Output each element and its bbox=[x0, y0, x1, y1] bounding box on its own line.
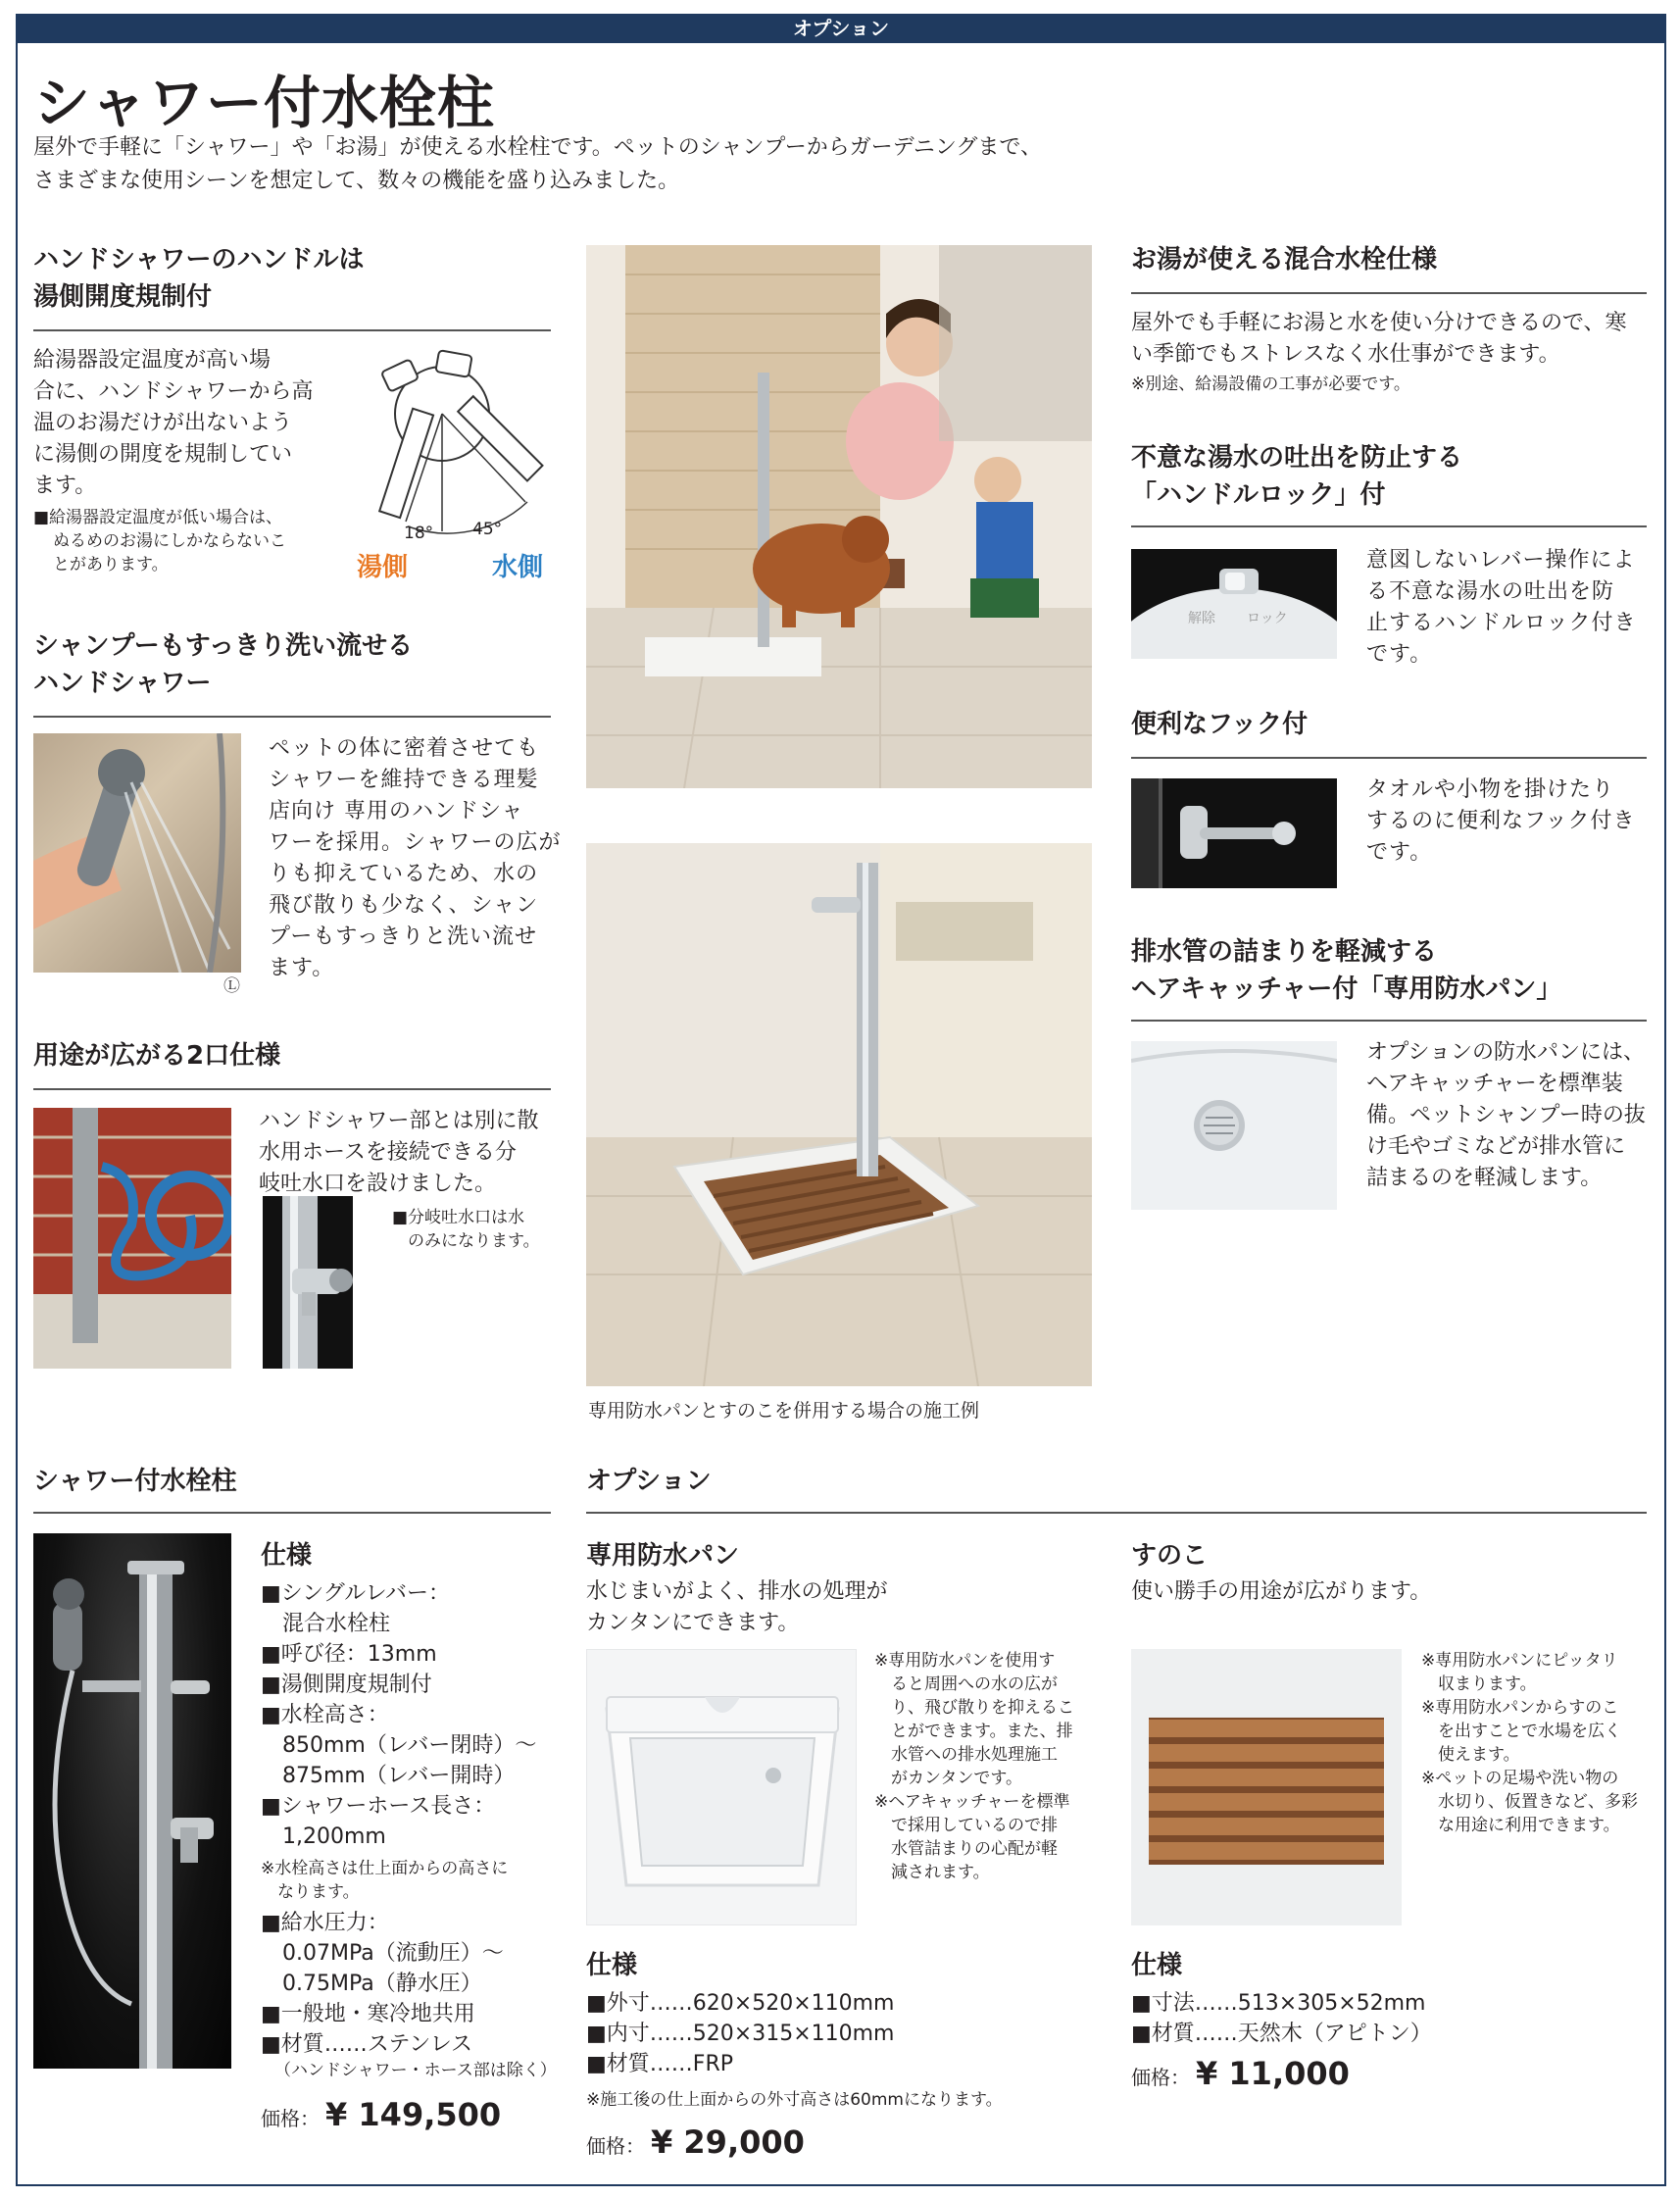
divider bbox=[1131, 1020, 1647, 1022]
dual-heading: 用途が広がる2口仕様 bbox=[33, 1041, 281, 1071]
body-line: ワーを採用。シャワーの広が bbox=[269, 830, 562, 855]
body-line: に湯側の開度を規制してい bbox=[33, 442, 293, 467]
heading-line: 排水管の詰まりを軽減する bbox=[1131, 937, 1438, 967]
body-line: る不意な湯水の吐出を防 bbox=[1366, 579, 1615, 604]
note-line: 水切り、仮置きなど、多彩 bbox=[1421, 1792, 1638, 1812]
dual-outlet-photo bbox=[33, 1108, 231, 1369]
pet-washing-scene-photo bbox=[586, 245, 1092, 788]
body-line: シャワーを維持できる理髪 bbox=[269, 768, 539, 792]
lock-heading bbox=[1131, 439, 1462, 514]
note-line: ■分岐吐水口は水 bbox=[392, 1208, 525, 1227]
handle-angle-diagram bbox=[357, 345, 555, 590]
handle-lock-photo bbox=[1131, 549, 1337, 659]
waterproof-pan-photo bbox=[586, 1649, 857, 1925]
body-line: オプションの防水パンには、 bbox=[1366, 1040, 1646, 1065]
mixing-heading: お湯が使える混合水栓仕様 bbox=[1131, 245, 1438, 275]
hook-photo bbox=[1131, 778, 1337, 888]
drain-heading bbox=[1131, 933, 1561, 1008]
divider bbox=[1131, 525, 1647, 527]
handle-note bbox=[33, 506, 286, 576]
sunoko-price bbox=[1131, 2055, 1350, 2092]
spec-line: ■呼び径：13mm bbox=[261, 1642, 437, 1667]
heading-line: シャンプーもすっきり洗い流せる bbox=[33, 631, 414, 661]
body-line: です。 bbox=[1366, 642, 1433, 667]
note-line: ※ペットの足場や洗い物の bbox=[1421, 1769, 1619, 1788]
body-line: 止するハンドルロック付き bbox=[1366, 611, 1637, 635]
spec-line: ■材質……天然木（アピトン） bbox=[1131, 2022, 1432, 2046]
cold-side-label: 水側 bbox=[492, 553, 544, 582]
pan-name: 専用防水パン bbox=[586, 1541, 740, 1571]
body-line: 備。ペットシャンプー時の抜 bbox=[1366, 1103, 1646, 1127]
mixing-note: ※別途、給湯設備の工事が必要です。 bbox=[1131, 375, 1410, 394]
divider bbox=[33, 716, 551, 718]
lock-body bbox=[1366, 545, 1637, 671]
note-line: がカンタンです。 bbox=[874, 1769, 1022, 1788]
spec-line: 850mm（レバー閉時）〜 bbox=[261, 1733, 537, 1758]
page-title: シャワー付水栓柱 bbox=[33, 70, 495, 136]
pan-spec-note: ※施工後の仕上面からの外寸高さは60mmになります。 bbox=[586, 2090, 1003, 2110]
mixing-body bbox=[1131, 308, 1627, 371]
body-line: プーもすっきりと洗い流せ bbox=[269, 924, 538, 949]
heading-line: ヘアキャッチャー付「専用防水パン」 bbox=[1131, 974, 1562, 1004]
body-line: 岐吐水口を設けました。 bbox=[259, 1172, 497, 1196]
product-specs bbox=[261, 1578, 536, 1852]
spec-line: ■シャワーホース長さ： bbox=[261, 1794, 496, 1819]
angle-hot-label: 18° bbox=[404, 524, 434, 543]
divider bbox=[33, 1088, 551, 1090]
note-line: で採用しているので排 bbox=[874, 1816, 1058, 1835]
spec-line: 混合水栓柱 bbox=[261, 1612, 391, 1636]
spec-line: ■給水圧力： bbox=[261, 1911, 389, 1935]
spec-line: ■一般地・寒冷地共用 bbox=[261, 2002, 475, 2026]
shampoo-heading bbox=[33, 627, 413, 702]
angle-cold-label: 45° bbox=[472, 520, 503, 539]
handle-body bbox=[33, 345, 314, 502]
body-line: 詰まるのを軽減します。 bbox=[1366, 1166, 1603, 1190]
heading-line: 湯側開度規制付 bbox=[33, 282, 213, 312]
heading-line: ハンドシャワーのハンドルは bbox=[33, 245, 365, 275]
sunoko-specs bbox=[1131, 1988, 1432, 2049]
divider bbox=[33, 1512, 551, 1514]
product-spec-note bbox=[261, 1857, 508, 1904]
note-line: な用途に利用できます。 bbox=[1421, 1816, 1620, 1835]
spec-line: ■材質……FRP bbox=[586, 2052, 733, 2076]
intro-line: 屋外で手軽に「シャワー」や「お湯」が使える水栓柱です。ペットのシャンプーからガーデニングまで、 bbox=[33, 135, 1042, 160]
note-line: り、飛び散りを抑えるこ bbox=[874, 1698, 1074, 1718]
body-line: ます。 bbox=[33, 474, 97, 498]
divider bbox=[33, 329, 551, 331]
hook-heading: 便利なフック付 bbox=[1131, 710, 1309, 739]
note-line: ると周囲への水の広が bbox=[874, 1674, 1058, 1694]
lock-release-label: 解除 bbox=[1188, 611, 1215, 626]
sunoko-desc: 使い勝手の用途が広がります。 bbox=[1131, 1579, 1432, 1604]
spec-line: ■湯側開度規制付 bbox=[261, 1673, 432, 1697]
note-line: 水管詰まりの心配が軽 bbox=[874, 1839, 1058, 1859]
body-line: タオルや小物を掛けたり bbox=[1366, 777, 1615, 802]
note-line: ※専用防水パンからすのこ bbox=[1421, 1698, 1619, 1718]
desc-line: カンタンにできます。 bbox=[586, 1611, 800, 1635]
price-label: 価格： bbox=[261, 2107, 320, 2130]
pan-and-sunoko-install-photo bbox=[586, 843, 1092, 1386]
sunoko-spec-title: 仕様 bbox=[1131, 1951, 1183, 1980]
product-price bbox=[261, 2096, 501, 2133]
spec-line: ■寸法……513×305×52mm bbox=[1131, 1991, 1426, 2016]
body-line: です。 bbox=[1366, 840, 1433, 865]
body-line: 屋外でも手軽にお湯と水を使い分けできるので、寒 bbox=[1131, 311, 1627, 335]
note-line: ※専用防水パンを使用す bbox=[874, 1651, 1056, 1671]
pan-specs bbox=[586, 1988, 895, 2079]
body-line: 意図しないレバー操作によ bbox=[1366, 548, 1636, 573]
heading-line: ハンドシャワー bbox=[33, 669, 212, 698]
note-line: ※水栓高さは仕上面からの高さに bbox=[261, 1859, 509, 1878]
intro-line: さまざまな使用シーンを想定して、数々の機能を盛り込みました。 bbox=[33, 169, 680, 193]
spec-line: ■シングルレバー： bbox=[261, 1581, 451, 1606]
pan-notes bbox=[874, 1649, 1074, 1884]
options-heading: オプション bbox=[586, 1467, 712, 1496]
hair-catcher-photo bbox=[1131, 1041, 1337, 1210]
lock-label: ロック bbox=[1247, 611, 1288, 626]
body-line: するのに便利なフック付き bbox=[1366, 809, 1636, 833]
note-line: ぬるめのお湯にしかならないこ bbox=[53, 531, 286, 551]
body-line: 飛び散りも少なく、シャン bbox=[269, 893, 539, 918]
drain-body bbox=[1366, 1037, 1646, 1194]
pan-spec-title: 仕様 bbox=[586, 1951, 638, 1980]
spec-line: ■水栓高さ： bbox=[261, 1703, 389, 1727]
pan-price bbox=[586, 2123, 805, 2161]
spec-line: ■材質……ステンレス bbox=[261, 2032, 473, 2057]
spec-line: 0.07MPa（流動圧）〜 bbox=[261, 1941, 504, 1966]
body-line: 合に、ハンドシャワーから高 bbox=[33, 379, 314, 404]
divider bbox=[1131, 292, 1647, 294]
note-line: のみになります。 bbox=[408, 1231, 540, 1251]
note-line: なります。 bbox=[261, 1882, 360, 1902]
note-line: とができます。また、排 bbox=[874, 1722, 1073, 1741]
product-material-note: （ハンドシャワー・ホース部は除く） bbox=[274, 2061, 557, 2080]
desc-line: 水じまいがよく、排水の処理が bbox=[586, 1579, 888, 1604]
heading-line: 「ハンドルロック」付 bbox=[1131, 480, 1386, 510]
note-line: 使えます。 bbox=[1421, 1745, 1520, 1765]
price-value: ¥ 11,000 bbox=[1196, 2055, 1350, 2092]
hand-shower-photo bbox=[33, 733, 241, 973]
body-line: 店向け 専用のハンドシャ bbox=[269, 799, 524, 824]
note-line: ※ヘアキャッチャーを標準 bbox=[874, 1792, 1070, 1812]
install-caption: 専用防水パンとすのこを併用する場合の施工例 bbox=[588, 1400, 980, 1422]
outlet-closeup-photo bbox=[263, 1196, 353, 1369]
body-line: ハンドシャワー部とは別に散 bbox=[259, 1109, 539, 1133]
hook-body bbox=[1366, 774, 1635, 869]
divider bbox=[586, 1512, 1647, 1514]
spec-line: 875mm（レバー開時） bbox=[261, 1764, 516, 1788]
body-line: け毛やゴミなどが排水管に bbox=[1366, 1134, 1626, 1159]
price-label: 価格： bbox=[1131, 2066, 1190, 2089]
note-line: 水管への排水処理施工 bbox=[874, 1745, 1058, 1765]
price-value: ¥ 149,500 bbox=[325, 2096, 502, 2133]
shower-faucet-post-photo bbox=[33, 1533, 231, 2069]
body-line: りも抑えているため、水の bbox=[269, 862, 539, 886]
sunoko-notes bbox=[1421, 1649, 1638, 1837]
handle-heading bbox=[33, 241, 364, 316]
copyright-mark: Ⓛ bbox=[223, 976, 240, 996]
divider bbox=[1131, 757, 1647, 759]
dual-note bbox=[392, 1206, 540, 1253]
note-line: ■給湯器設定温度が低い場合は、 bbox=[33, 508, 283, 527]
body-line: 水用ホースを接続できる分 bbox=[259, 1140, 517, 1165]
body-line: ヘアキャッチャーを標準装 bbox=[1366, 1072, 1623, 1096]
body-line: 給湯器設定温度が高い場 bbox=[33, 348, 272, 373]
sunoko-photo bbox=[1131, 1649, 1402, 1925]
heading-line: 不意な湯水の吐出を防止する bbox=[1131, 443, 1463, 473]
pan-desc bbox=[586, 1576, 888, 1639]
note-line: ※専用防水パンにピッタリ bbox=[1421, 1651, 1618, 1671]
intro-text bbox=[33, 131, 1042, 198]
body-line: ペットの体に密着させても bbox=[269, 736, 540, 761]
section-band: オプション bbox=[16, 14, 1666, 43]
body-line: ます。 bbox=[269, 956, 335, 980]
body-line: 温のお湯だけが出ないよう bbox=[33, 411, 293, 435]
spec-line: 0.75MPa（静水圧） bbox=[261, 1972, 482, 1996]
note-line: を出すことで水場を広く bbox=[1421, 1722, 1621, 1741]
price-value: ¥ 29,000 bbox=[651, 2123, 805, 2161]
price-label: 価格： bbox=[586, 2134, 645, 2158]
spec-line: 1,200mm bbox=[261, 1824, 386, 1849]
hot-side-label: 湯側 bbox=[357, 553, 409, 582]
product-spec-title: 仕様 bbox=[261, 1541, 313, 1571]
shampoo-body bbox=[269, 733, 562, 984]
note-line: 収まります。 bbox=[1421, 1674, 1537, 1694]
product-specs-2 bbox=[261, 1908, 504, 2060]
spec-line: ■内寸……520×315×110mm bbox=[586, 2022, 895, 2046]
product-heading: シャワー付水栓柱 bbox=[33, 1467, 237, 1496]
dual-body bbox=[259, 1106, 539, 1200]
note-line: 減されます。 bbox=[874, 1863, 990, 1882]
spec-line: ■外寸……620×520×110mm bbox=[586, 1991, 895, 2016]
sunoko-name: すのこ bbox=[1131, 1541, 1209, 1571]
body-line: い季節でもストレスなく水仕事ができます。 bbox=[1131, 342, 1560, 367]
note-line: とがあります。 bbox=[53, 555, 169, 574]
